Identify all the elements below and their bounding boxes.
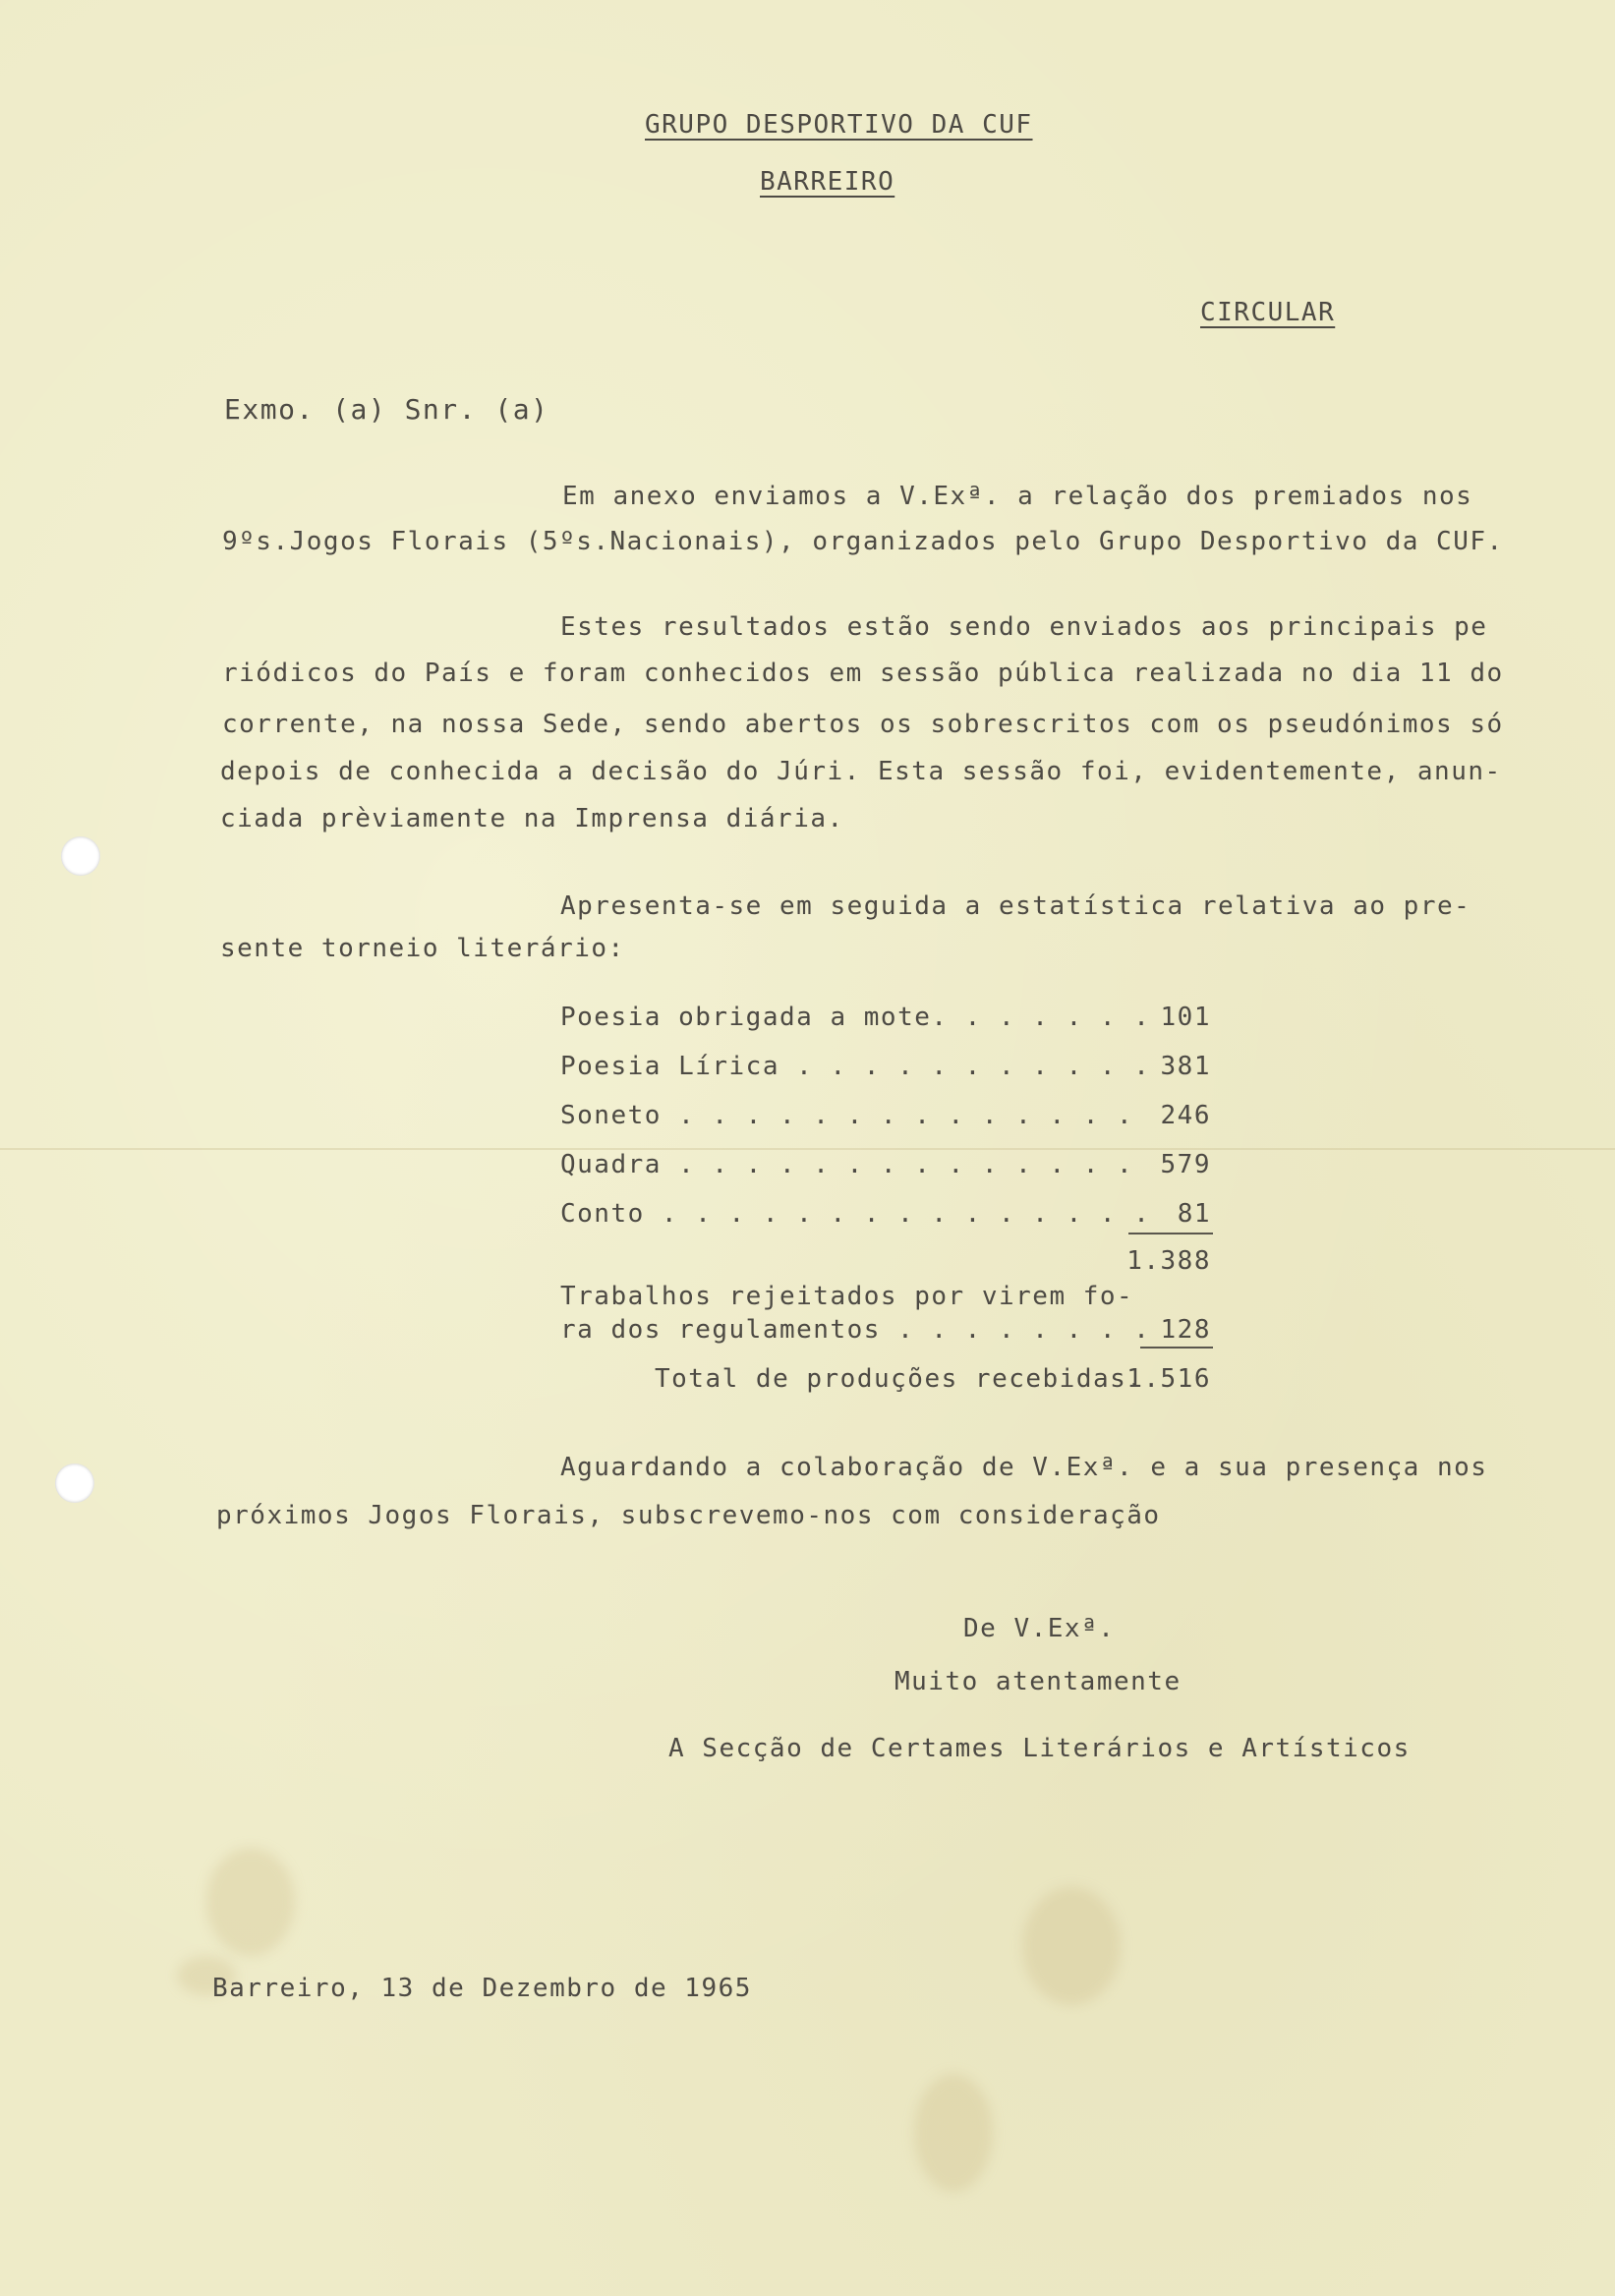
place-date: Barreiro, 13 de Dezembro de 1965 <box>212 1974 752 2003</box>
stat-row-value: 246 <box>1160 1101 1211 1130</box>
stat-row-value: 381 <box>1160 1052 1211 1081</box>
rejected-label-line-1: Trabalhos rejeitados por virem fo- <box>560 1282 1134 1311</box>
stat-row-value: 579 <box>1160 1150 1211 1179</box>
total-value: 1.516 <box>1126 1364 1211 1394</box>
rejected-value: 128 <box>1160 1315 1211 1345</box>
rejected-rule <box>1140 1347 1213 1349</box>
stat-row-label: Quadra . . . . . . . . . . . . . . <box>560 1150 1134 1179</box>
paragraph-4-line-2: próximos Jogos Florais, subscrevemo-nos com consideração <box>216 1501 1161 1530</box>
closing-line-2: Muito atentamente <box>894 1667 1182 1696</box>
punch-hole-bottom <box>55 1464 94 1503</box>
paragraph-1-line-1: Em anexo enviamos a V.Exª. a relação dos premiados nos <box>562 482 1473 511</box>
stat-row-value: 81 <box>1177 1199 1211 1229</box>
paragraph-2-line-4: depois de conhecida a decisão do Júri. Esta sessão foi, evidentemente, anun- <box>220 757 1502 786</box>
circular-label: CIRCULAR <box>1200 298 1336 327</box>
stain-mark <box>914 2074 993 2192</box>
stat-row-value: 101 <box>1160 1003 1211 1032</box>
paragraph-2-line-1: Estes resultados estão sendo enviados aos principais pe <box>560 612 1488 642</box>
paragraph-4-line-1: Aguardando a colaboração de V.Exª. e a sua presença nos <box>560 1453 1488 1482</box>
total-label: Total de produções recebidas. <box>655 1364 1144 1394</box>
signature-section: A Secção de Certames Literários e Artísticos <box>668 1734 1411 1763</box>
organization-title: GRUPO DESPORTIVO DA CUF <box>645 110 1033 140</box>
city-title: BARREIRO <box>760 167 895 197</box>
subtotal-value: 1.388 <box>1126 1246 1211 1276</box>
stat-row-label: Poesia obrigada a mote. . . . . . . <box>560 1003 1151 1032</box>
subtotal-rule <box>1128 1233 1213 1234</box>
stain-mark <box>206 1848 295 1956</box>
paragraph-3-line-2: sente torneio literário: <box>220 934 625 963</box>
paragraph-2-line-3: corrente, na nossa Sede, sendo abertos os sobrescritos com os pseudónimos só <box>222 710 1504 739</box>
stat-row-label: Poesia Lírica . . . . . . . . . . . <box>560 1052 1151 1081</box>
stat-row-label: Conto . . . . . . . . . . . . . . . <box>560 1199 1151 1229</box>
paragraph-2-line-2: riódicos do País e foram conhecidos em sessão pública realizada no dia 11 do <box>222 659 1504 688</box>
stat-row-label: Soneto . . . . . . . . . . . . . . <box>560 1101 1134 1130</box>
paragraph-1-line-2: 9ºs.Jogos Florais (5ºs.Nacionais), organizados pelo Grupo Desportivo da CUF. <box>222 527 1504 556</box>
salutation: Exmo. (a) Snr. (a) <box>224 393 549 426</box>
stain-mark <box>1022 1887 1121 2005</box>
punch-hole-top <box>61 836 100 876</box>
paragraph-3-line-1: Apresenta-se em seguida a estatística relativa ao pre- <box>560 891 1471 921</box>
rejected-label-line-2: ra dos regulamentos . . . . . . . . <box>560 1315 1151 1345</box>
closing-line-1: De V.Exª. <box>963 1614 1116 1643</box>
paragraph-2-line-5: ciada prèviamente na Imprensa diária. <box>220 804 844 833</box>
